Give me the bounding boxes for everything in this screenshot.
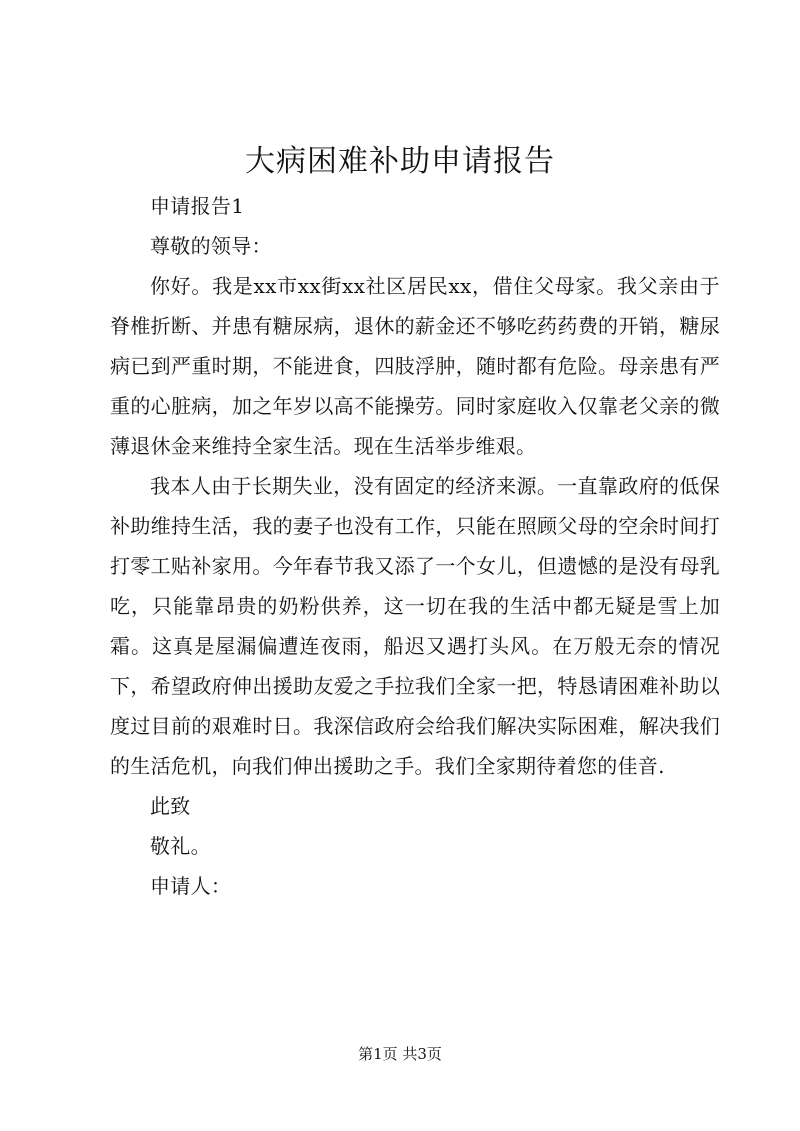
page-number: 第1页 共3页 (358, 1045, 442, 1063)
body-paragraph-self: 我本人由于长期失业，没有固定的经济来源。一直靠政府的低保补助维持生活，我的妻子也没有工作，只能在照顾父母的空余时间打打零工贴补家用。今年春节我又添了一个女儿，但遗憾的是没有母乳吃，只能靠昂贵的奶粉供养，这一切在我的生活中都无疑是雪上加霜。这真是屋漏偏遭连夜雨，船迟又遇打头风。在万般无奈的情况下，希望政府伸出援助友爱之手拉我们全家一把，特恳请困难补助以度过目前的艰难时日。我深信政府会给我们解决实际困难，解决我们的生活危机，向我们伸出援助之手。我们全家期待着您的佳音. (110, 474, 720, 778)
report-heading: 申请报告1 (150, 194, 245, 218)
closing-1: 此致 (150, 794, 191, 818)
signature-label: 申请人： (150, 874, 232, 898)
document-body (110, 186, 720, 906)
page-title: 大病困难补助申请报告 (245, 144, 555, 179)
body-paragraph-family: 你好。我是xx市xx街xx社区居民xx，借住父母家。我父亲由于脊椎折断、并患有糖尿病，退休的薪金还不够吃药药费的开销，糖尿病已到严重时期，不能进食，四肢浮肿，随时都有危险。母亲患有严重的心脏病，加之年岁以高不能操劳。同时家庭收入仅靠老父亲的微薄退休金来维持全家生活。现在生活举步维艰。 (110, 274, 720, 458)
closing-2: 敬礼。 (150, 834, 211, 858)
salutation: 尊敬的领导： (150, 234, 272, 258)
